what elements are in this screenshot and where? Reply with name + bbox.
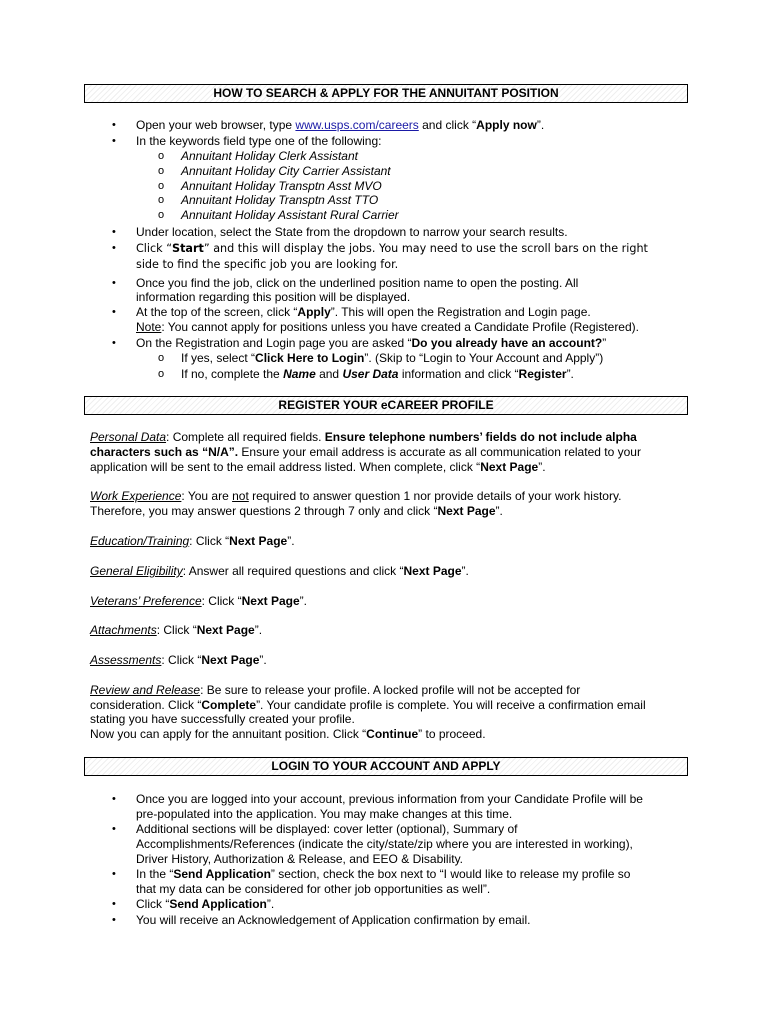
review-release-line1: Review and Release: Be sure to release your profile. A locked profile will not be accepted for	[90, 683, 581, 697]
review-release-line2: consideration. Click “Complete”. Your candidate profile is complete. You will receive a confirmation email	[90, 698, 646, 712]
step-registration: On the Registration and Login page you are asked “Do you already have an account?”	[136, 336, 607, 350]
step-start: Click “Start” and this will display the jobs. You may need to use the scroll bars on the right	[136, 242, 648, 255]
section-header-register: REGISTER YOUR eCAREER PROFILE	[84, 396, 688, 415]
step-keywords: In the keywords field type one of the following:	[136, 134, 382, 148]
login-step-2-line3: Driver History, Authorization & Release, and EEO & Disability.	[136, 852, 464, 866]
login-step-2-line2: Accomplishments/References (indicate the city/state/zip where you are interested in working),	[136, 837, 633, 851]
general-eligibility: General Eligibility: Answer all required questions and click “Next Page”.	[90, 564, 469, 578]
work-experience-line1: Work Experience: You are not required to answer question 1 nor provide details of your work history.	[90, 489, 622, 503]
veterans-preference: Veterans’ Preference: Click “Next Page”.	[90, 594, 307, 608]
login-step-3-line2: that my data can be considered for other job opportunities as well”.	[136, 882, 491, 896]
keyword-item: Annuitant Holiday Transptn Asst MVO	[181, 179, 382, 193]
step-open-browser: Open your web browser, type www.usps.com/careers and click “Apply now”.	[136, 118, 545, 132]
bullet: •	[112, 914, 116, 926]
review-release-line3: stating you have successfully created your profile.	[90, 712, 355, 726]
keyword-item: Annuitant Holiday Clerk Assistant	[181, 149, 358, 163]
sub-bullet: o	[158, 165, 165, 177]
login-step-3-line1: In the “Send Application” section, check the box next to “I would like to release my profile so	[136, 867, 631, 881]
step-find-job-line2: information regarding this position will be displayed.	[136, 290, 411, 304]
bullet: •	[112, 135, 116, 147]
careers-link[interactable]: www.usps.com/careers	[295, 118, 419, 132]
sub-bullet: o	[158, 209, 165, 221]
bullet: •	[112, 898, 116, 910]
assessments: Assessments: Click “Next Page”.	[90, 653, 267, 667]
attachments: Attachments: Click “Next Page”.	[90, 623, 263, 637]
bullet: •	[112, 868, 116, 880]
option-login: If yes, select “Click Here to Login”. (Skip to “Login to Your Account and Apply”)	[181, 351, 604, 365]
work-experience-line2: Therefore, you may answer questions 2 through 7 only and click “Next Page”.	[90, 504, 503, 518]
keyword-item: Annuitant Holiday Assistant Rural Carrier	[181, 208, 399, 222]
section-header-login-apply: LOGIN TO YOUR ACCOUNT AND APPLY	[84, 757, 688, 776]
bullet: •	[112, 277, 116, 289]
step-find-job: Once you find the job, click on the underlined position name to open the posting. All	[136, 276, 579, 290]
review-release-line4: Now you can apply for the annuitant position. Click “Continue” to proceed.	[90, 727, 486, 741]
sub-bullet: o	[158, 150, 165, 162]
sub-bullet: o	[158, 352, 165, 364]
step-location: Under location, select the State from the dropdown to narrow your search results.	[136, 225, 568, 239]
keyword-item: Annuitant Holiday City Carrier Assistant	[181, 164, 391, 178]
login-step-1-line2: pre-populated into the application. You may make changes at this time.	[136, 807, 513, 821]
sub-bullet: o	[158, 368, 165, 380]
login-step-5: You will receive an Acknowledgement of Application confirmation by email.	[136, 913, 531, 927]
step-start-line2: side to find the specific job you are looking for.	[136, 258, 399, 271]
step-apply: At the top of the screen, click “Apply”. This will open the Registration and Login page.	[136, 305, 591, 319]
education-training: Education/Training: Click “Next Page”.	[90, 534, 295, 548]
step-apply-note: Note: You cannot apply for positions unless you have created a Candidate Profile (Registered).	[136, 320, 639, 334]
bullet: •	[112, 242, 116, 254]
bullet: •	[112, 793, 116, 805]
keyword-item: Annuitant Holiday Transptn Asst TTO	[181, 193, 379, 207]
personal-data-line3: application will be sent to the email address listed. When complete, click “Next Page”.	[90, 460, 546, 474]
bullet: •	[112, 119, 116, 131]
bullet: •	[112, 306, 116, 318]
bullet: •	[112, 823, 116, 835]
personal-data-line2: characters such as “N/A”. Ensure your email address is accurate as all communication related to your	[90, 445, 641, 459]
sub-bullet: o	[158, 180, 165, 192]
bullet: •	[112, 337, 116, 349]
option-register: If no, complete the Name and User Data information and click “Register”.	[181, 367, 574, 381]
login-step-2-line1: Additional sections will be displayed: cover letter (optional), Summary of	[136, 822, 518, 836]
sub-bullet: o	[158, 194, 165, 206]
section-header-search-apply: HOW TO SEARCH & APPLY FOR THE ANNUITANT POSITION	[84, 84, 688, 103]
login-step-4: Click “Send Application”.	[136, 897, 275, 911]
login-step-1-line1: Once you are logged into your account, previous information from your Candidate Profile will be	[136, 792, 643, 806]
personal-data-line1: Personal Data: Complete all required fields. Ensure telephone numbers’ fields do not include alpha	[90, 430, 637, 444]
bullet: •	[112, 226, 116, 238]
